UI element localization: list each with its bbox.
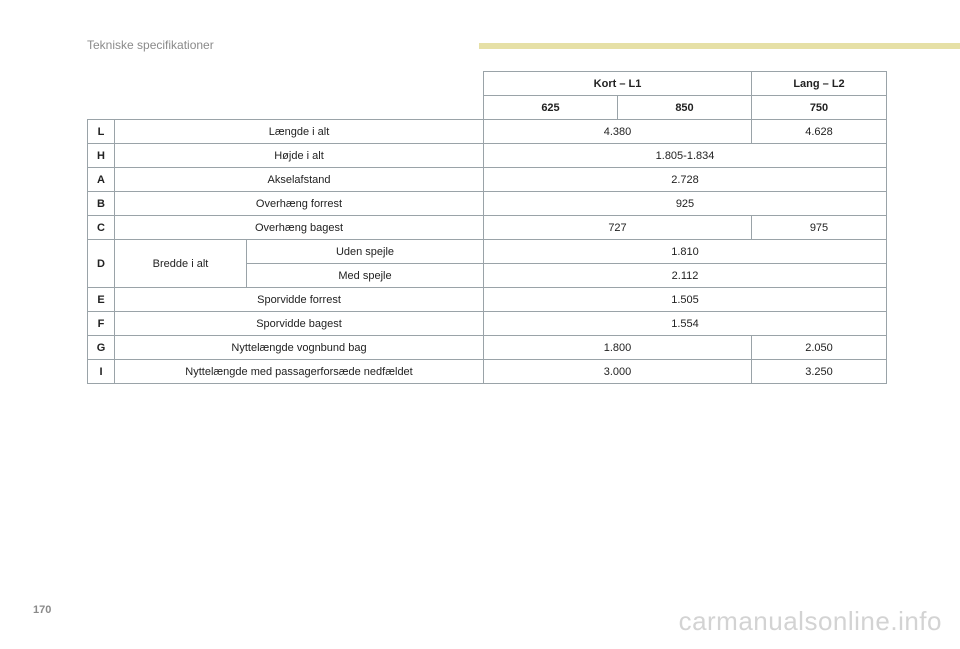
row-code: G [88, 336, 115, 360]
subheader-750: 750 [752, 96, 887, 120]
row-value-l2: 2.050 [752, 336, 887, 360]
row-code: B [88, 192, 115, 216]
table-row [88, 144, 887, 168]
row-value-l1: 727 [484, 216, 752, 240]
table-subheader-row [88, 96, 887, 120]
row-value: 1.805-1.834 [484, 144, 887, 168]
row-code: H [88, 144, 115, 168]
row-value: 1.505 [484, 288, 887, 312]
table-row [88, 192, 887, 216]
header-lang-l2: Lang – L2 [752, 72, 887, 96]
table-row [88, 312, 887, 336]
row-value-l2: 3.250 [752, 360, 887, 384]
table-row [88, 360, 887, 384]
header-kort-l1: Kort – L1 [484, 72, 752, 96]
row-code: I [88, 360, 115, 384]
subheader-625: 625 [484, 96, 618, 120]
table-row [88, 288, 887, 312]
table-row [88, 120, 887, 144]
row-label: Nyttelængde med passagerforsæde nedfældet [115, 360, 484, 384]
row-sublabel: Uden spejle [247, 240, 484, 264]
watermark: carmanualsonline.info [678, 606, 942, 636]
dimensions-table [87, 71, 887, 384]
row-label: Overhæng bagest [115, 216, 484, 240]
row-code: A [88, 168, 115, 192]
row-value-l2: 975 [752, 216, 887, 240]
row-label: Akselafstand [115, 168, 484, 192]
row-code: D [88, 240, 115, 288]
row-code: E [88, 288, 115, 312]
subheader-850: 850 [618, 96, 752, 120]
row-code: L [88, 120, 115, 144]
row-label: Højde i alt [115, 144, 484, 168]
row-label: Sporvidde forrest [115, 288, 484, 312]
row-value: 2.112 [484, 264, 887, 288]
row-label: Bredde i alt [115, 240, 247, 288]
row-label: Overhæng forrest [115, 192, 484, 216]
row-code: C [88, 216, 115, 240]
row-sublabel: Med spejle [247, 264, 484, 288]
header-accent-bar [479, 43, 960, 49]
row-value: 1.810 [484, 240, 887, 264]
row-label: Nyttelængde vognbund bag [115, 336, 484, 360]
table-row [88, 168, 887, 192]
table-row [88, 336, 887, 360]
table-row [88, 240, 887, 264]
row-value: 2.728 [484, 168, 887, 192]
table-row [88, 216, 887, 240]
row-code: F [88, 312, 115, 336]
row-value-l2: 4.628 [752, 120, 887, 144]
row-value-l1: 1.800 [484, 336, 752, 360]
page-number: 170 [33, 604, 52, 616]
row-value: 1.554 [484, 312, 887, 336]
row-label: Længde i alt [115, 120, 484, 144]
row-value-l1: 3.000 [484, 360, 752, 384]
row-label: Sporvidde bagest [115, 312, 484, 336]
section-title: Tekniske specifikationer [87, 38, 214, 52]
row-value-l1: 4.380 [484, 120, 752, 144]
row-value: 925 [484, 192, 887, 216]
table-header-row [88, 72, 887, 96]
